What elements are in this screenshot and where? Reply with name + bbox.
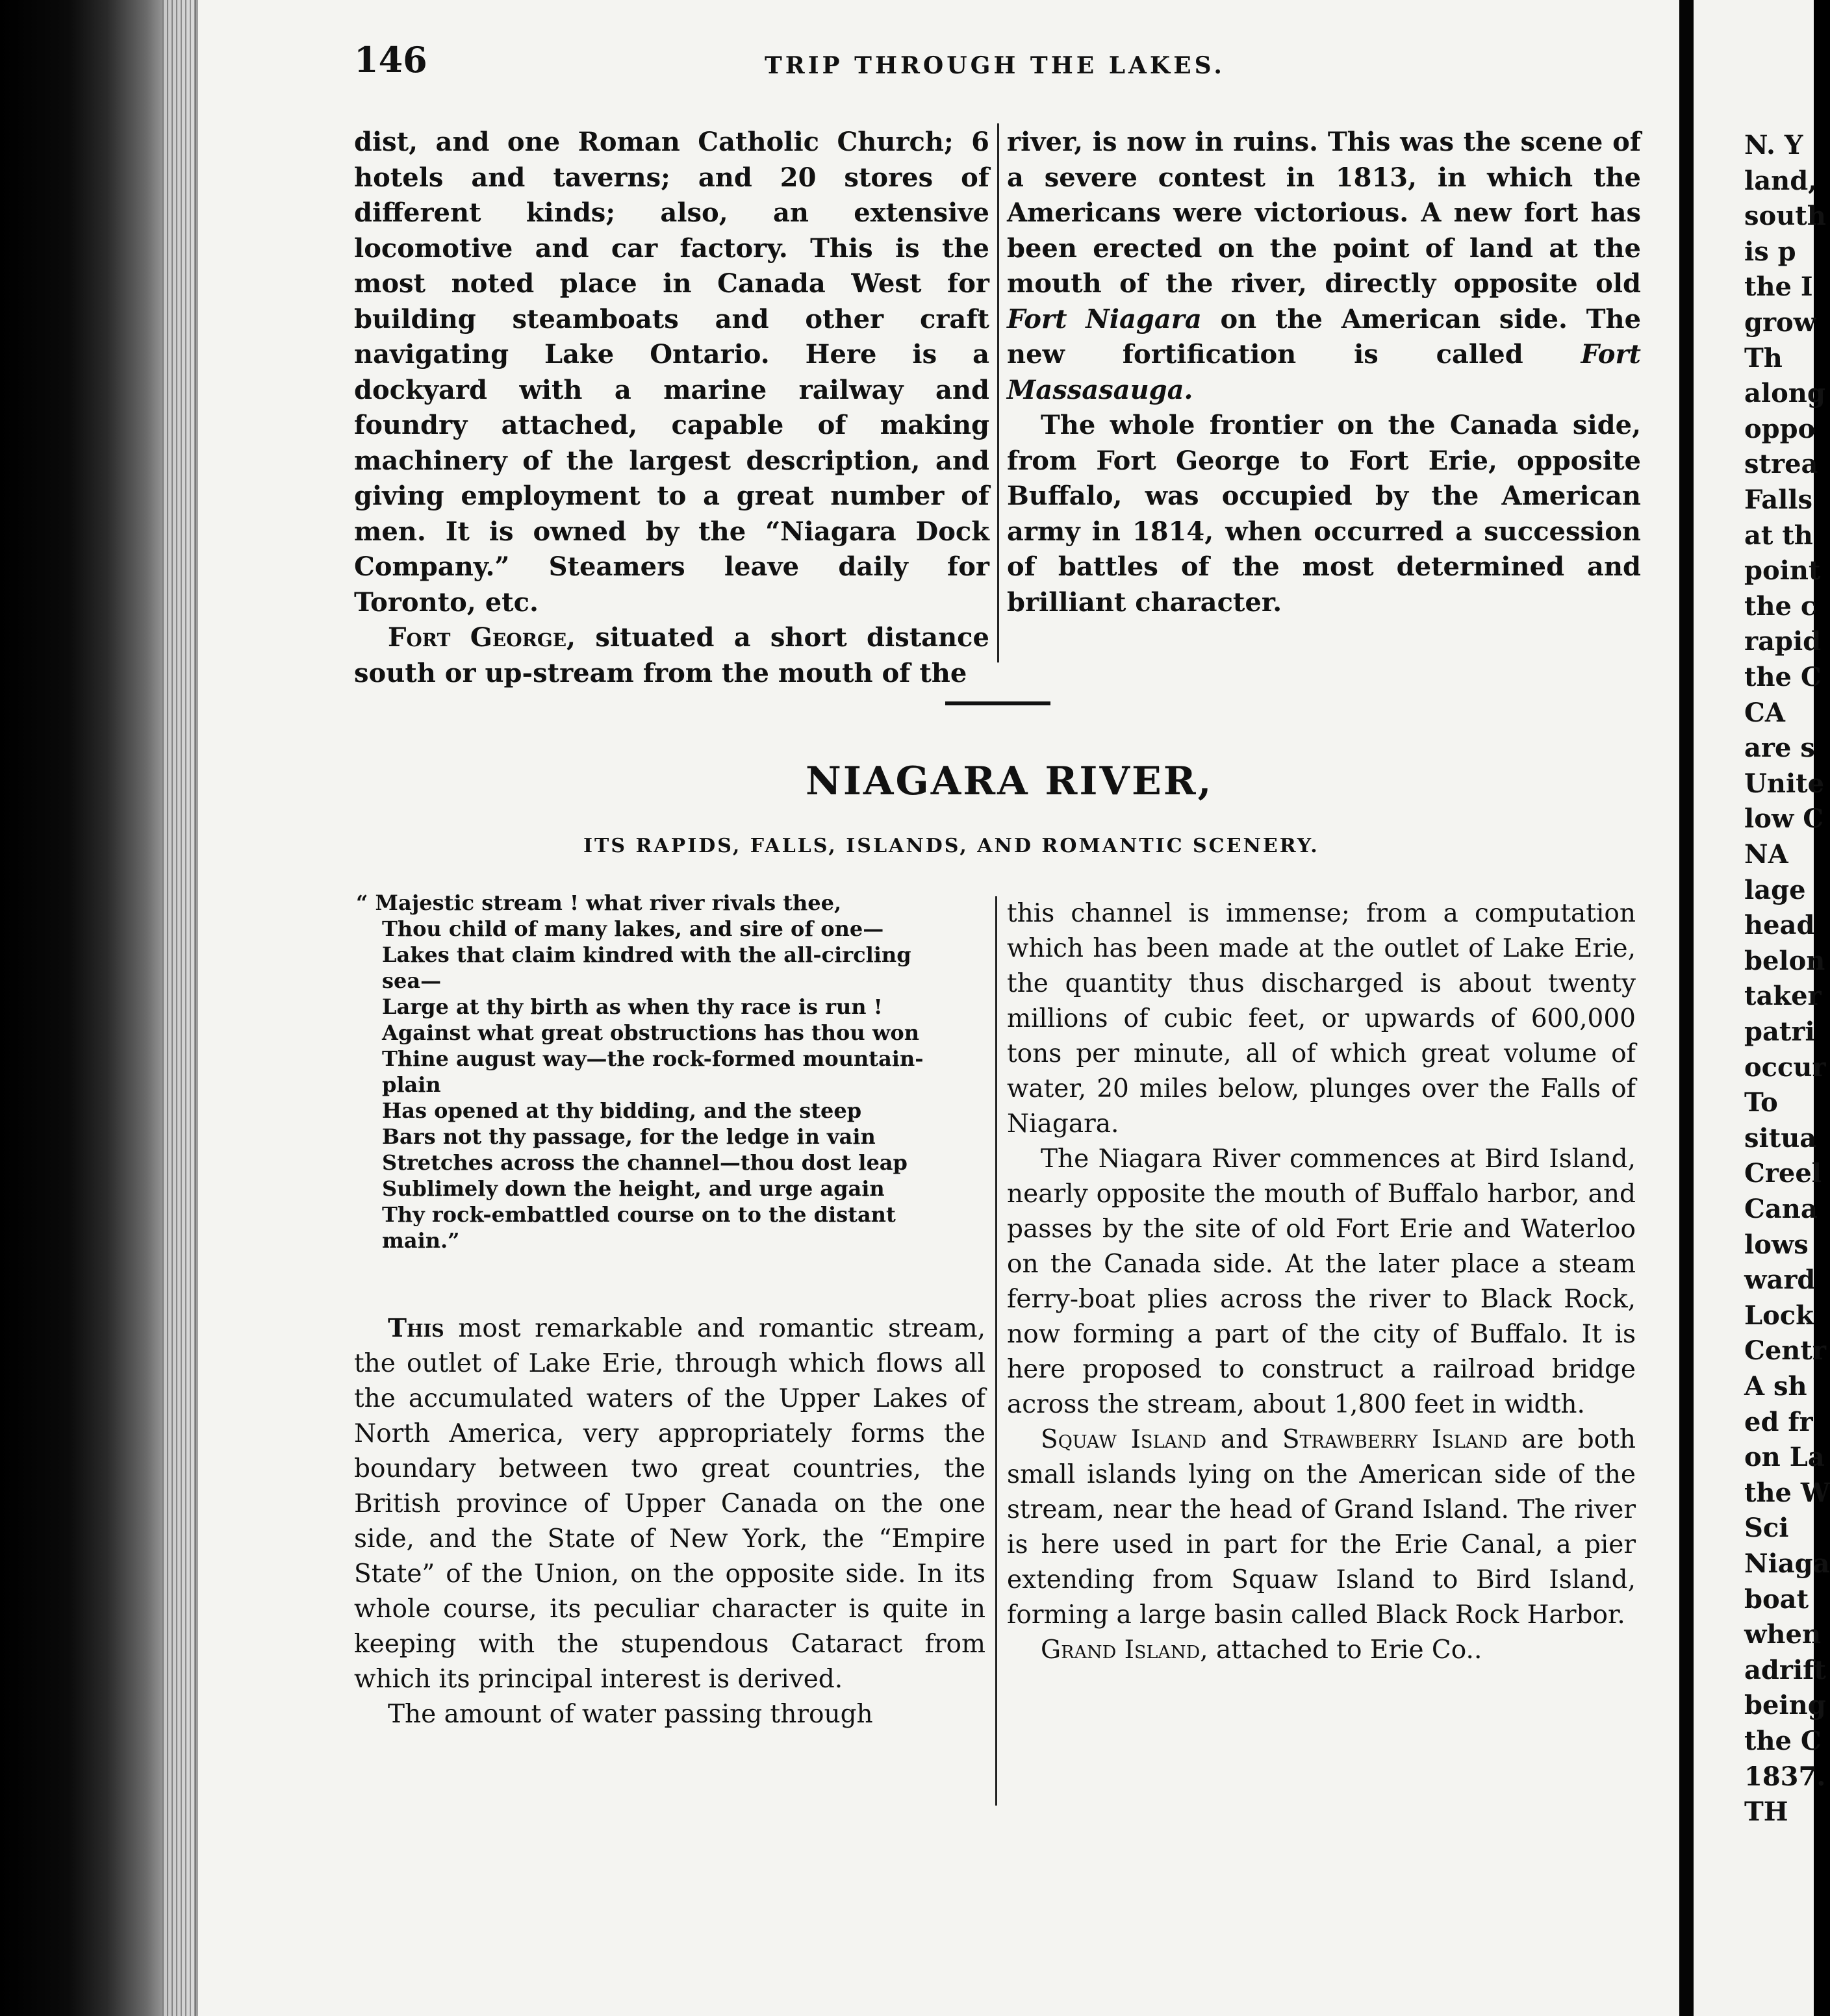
next-page-fragment: the c	[1744, 590, 1817, 622]
next-page-fragment: rapid	[1744, 626, 1822, 657]
page-header	[354, 39, 1640, 84]
next-page-fragment: 1837.	[1744, 1761, 1826, 1792]
next-page-fragment: lows	[1744, 1229, 1809, 1260]
book-gutter	[1679, 0, 1694, 2016]
paragraph-text: , situated a short distance south or up-stream from the mouth of the	[354, 622, 989, 688]
poem-line: main.”	[382, 1228, 460, 1253]
paragraph: this channel is immense; from a computation which has been made at the outlet of Lake Erie, the quantity thus discharged is about twenty millions of cubic feet, or upwards of 600,000 tons per minute, all of which great volume of water, 20 miles below, plunges over the Falls of Niagara.	[1007, 899, 1636, 1139]
next-page-fragment: grow	[1744, 307, 1816, 338]
poem-line: Has opened at thy bidding, and the steep	[382, 1098, 862, 1123]
next-page-fragment: N. Y	[1744, 130, 1803, 160]
next-page-fragment: along	[1744, 378, 1825, 409]
next-page-fragment: boat	[1744, 1583, 1809, 1615]
next-page-fragment: on La	[1744, 1442, 1825, 1473]
paragraph	[1007, 125, 1641, 408]
left-column-top	[354, 125, 989, 691]
poem-line: “ Majestic stream ! what river rivals thee,	[356, 890, 842, 915]
paragraph	[1007, 1633, 1636, 1668]
next-page-fragment: is p	[1744, 236, 1796, 267]
next-page-fragment: patri	[1744, 1016, 1815, 1047]
next-page-fragment: lage	[1744, 874, 1806, 905]
paragraph	[1007, 1422, 1636, 1633]
next-page-fragment: Cana	[1744, 1194, 1818, 1224]
paragraph	[354, 620, 989, 691]
poem-line: Against what great obstructions has thou won	[382, 1020, 919, 1045]
left-column-bottom	[354, 1311, 985, 1732]
paragraph-text: and	[1206, 1425, 1282, 1454]
next-page-fragment: To	[1744, 1087, 1778, 1118]
paragraph	[354, 1311, 985, 1697]
next-page-fragment: the C	[1744, 662, 1822, 692]
right-column-top	[1007, 125, 1641, 620]
next-page-fragment: Lock	[1744, 1300, 1814, 1331]
next-page-fragment: being	[1744, 1690, 1826, 1721]
next-page-fragment: Th	[1744, 342, 1783, 373]
next-page-fragment: the I	[1744, 271, 1813, 303]
next-page-fragment: head	[1744, 910, 1815, 941]
next-page-fragment: taker	[1744, 981, 1822, 1012]
next-page-fragment: strea	[1744, 449, 1818, 480]
next-page-fragment: NA	[1744, 839, 1788, 870]
running-title: TRIP THROUGH THE LAKES.	[765, 52, 1225, 79]
column-rule	[995, 896, 997, 1806]
page-number: 146	[354, 39, 427, 81]
lead-in: This	[388, 1313, 444, 1343]
next-page-fragment: adrift	[1744, 1654, 1826, 1685]
column-rule	[997, 123, 999, 662]
poem-line: sea—	[382, 968, 442, 993]
lead-in: Fort George	[388, 622, 567, 653]
next-page-fragment: when	[1744, 1619, 1822, 1650]
italic-place-name: Fort Massasauga.	[1007, 339, 1641, 405]
next-page-fragment: Falls	[1744, 485, 1813, 515]
paragraph: dist, and one Roman Catholic Church; 6 hotels and taverns; and 20 stores of different kinds; also, an extensive locomotive and car factory. This is the most noted place in Canada West for building steamboats and other craft navigating Lake Ontario. Here is a dockyard with a marine railway and foundry attached, capable of making machinery of the largest description, and giving employment to a great number of men. It is owned by the “Niagara Dock Company.” Steamers leave daily for Toronto, etc.	[354, 127, 989, 618]
poem-line: Thy rock-embattled course on to the distant	[382, 1202, 896, 1227]
next-page-fragment: land,	[1744, 165, 1818, 196]
page-stack-edges	[162, 0, 201, 2016]
section-title: NIAGARA RIVER,	[806, 759, 1214, 804]
lead-in: Strawberry Island	[1282, 1425, 1508, 1454]
next-page-fragment: A sh	[1744, 1371, 1807, 1402]
poem-line: Lakes that claim kindred with the all-circling	[382, 942, 911, 967]
paragraph-text: , attached to Erie Co..	[1200, 1635, 1482, 1665]
paragraph-text: are both small islands lying on the American side of the stream, near the head of Grand Island. The river is here used in part for the Erie Canal, a pier extending from Squaw Island to Bird Island, forming a large basin called Black Rock Harbor.	[1007, 1425, 1636, 1630]
poem-line: Thou child of many lakes, and sire of one—	[382, 916, 884, 941]
next-page-fragment: occur	[1744, 1052, 1826, 1083]
paragraph-text: most remarkable and romantic stream, the outlet of Lake Erie, through which flows all the accumulated waters of the Upper Lakes of North America, very appropriately forms the boundary between two great countries, the British province of Upper Canada on the one side, and the State of New York, the “Empire State” of the Union, on the opposite side. In its whole course, its peculiar character is quite in keeping with the stupendous Cataract from which its principal interest is derived.	[354, 1314, 985, 1694]
next-page-fragment: low C	[1744, 803, 1824, 835]
next-page-fragment: Unite	[1744, 768, 1825, 799]
next-page-fragment: situa	[1744, 1122, 1817, 1153]
section-subtitle: ITS RAPIDS, FALLS, ISLANDS, AND ROMANTIC SCENERY.	[583, 835, 1319, 857]
next-page-fragment: CA	[1744, 697, 1785, 728]
next-page-fragment: oppo	[1744, 413, 1816, 444]
lead-in: Grand Island	[1041, 1635, 1201, 1665]
lead-in: Squaw Island	[1041, 1425, 1207, 1454]
next-page-fragment: are s	[1744, 733, 1815, 764]
next-page-fragment: the C	[1744, 1726, 1822, 1756]
next-page-fragment: Sci	[1744, 1513, 1789, 1544]
section-divider	[945, 701, 1050, 705]
paragraph-text: on the American side. The new fortification is called	[1007, 303, 1642, 370]
next-page-fragment: ed fr	[1744, 1406, 1813, 1437]
paragraph: The Niagara River commences at Bird Island, nearly opposite the mouth of Buffalo harbor, and passes by the site of old Fort Erie and Waterloo on the Canada side. At the later place a steam ferry-boat plies across the river to Black Rock, now forming a part of the city of Buffalo. It is here proposed to construct a railroad bridge across the stream, about 1,800 feet in width.	[1007, 1144, 1636, 1419]
next-page-fragment: the W	[1744, 1477, 1830, 1508]
poem-line: Sublimely down the height, and urge again	[382, 1176, 885, 1201]
next-page-fragment: point	[1744, 555, 1821, 586]
next-page-fragment: at th	[1744, 520, 1813, 551]
poem-line: Bars not thy passage, for the ledge in vain	[382, 1124, 876, 1149]
poem-line: Large at thy birth as when thy race is run !	[382, 994, 883, 1019]
next-page-fragment: Creel	[1744, 1158, 1822, 1189]
next-page-fragment: Niaga	[1744, 1548, 1830, 1579]
paragraph: The whole frontier on the Canada side, from Fort George to Fort Erie, opposite Buffalo, was occupied by the American army in 1814, when occurred a succession of battles of the most determined and brilliant character.	[1007, 410, 1641, 618]
paragraph: The amount of water passing through	[388, 1700, 873, 1729]
next-page-fragment: ward	[1744, 1265, 1816, 1296]
poem-line: plain	[382, 1072, 441, 1097]
poem-line: Thine august way—the rock-formed mountain-	[382, 1046, 924, 1071]
next-page-fragment: belon	[1744, 945, 1825, 976]
next-page-fragment: south	[1744, 201, 1826, 232]
italic-place-name: Fort Niagara	[1007, 303, 1202, 334]
paragraph-text: river, is now in ruins. This was the scene of a severe contest in 1813, in which the Americans were victorious. A new fort has been erected on the point of land at the mouth of the river, directly opposite old	[1007, 127, 1641, 299]
poem-epigraph	[356, 890, 999, 1254]
next-page-fragment: Centr	[1744, 1335, 1826, 1367]
next-page-fragment: TH	[1744, 1796, 1788, 1828]
poem-line: Stretches across the channel—thou dost leap	[382, 1150, 908, 1175]
right-column-bottom	[1007, 896, 1636, 1668]
